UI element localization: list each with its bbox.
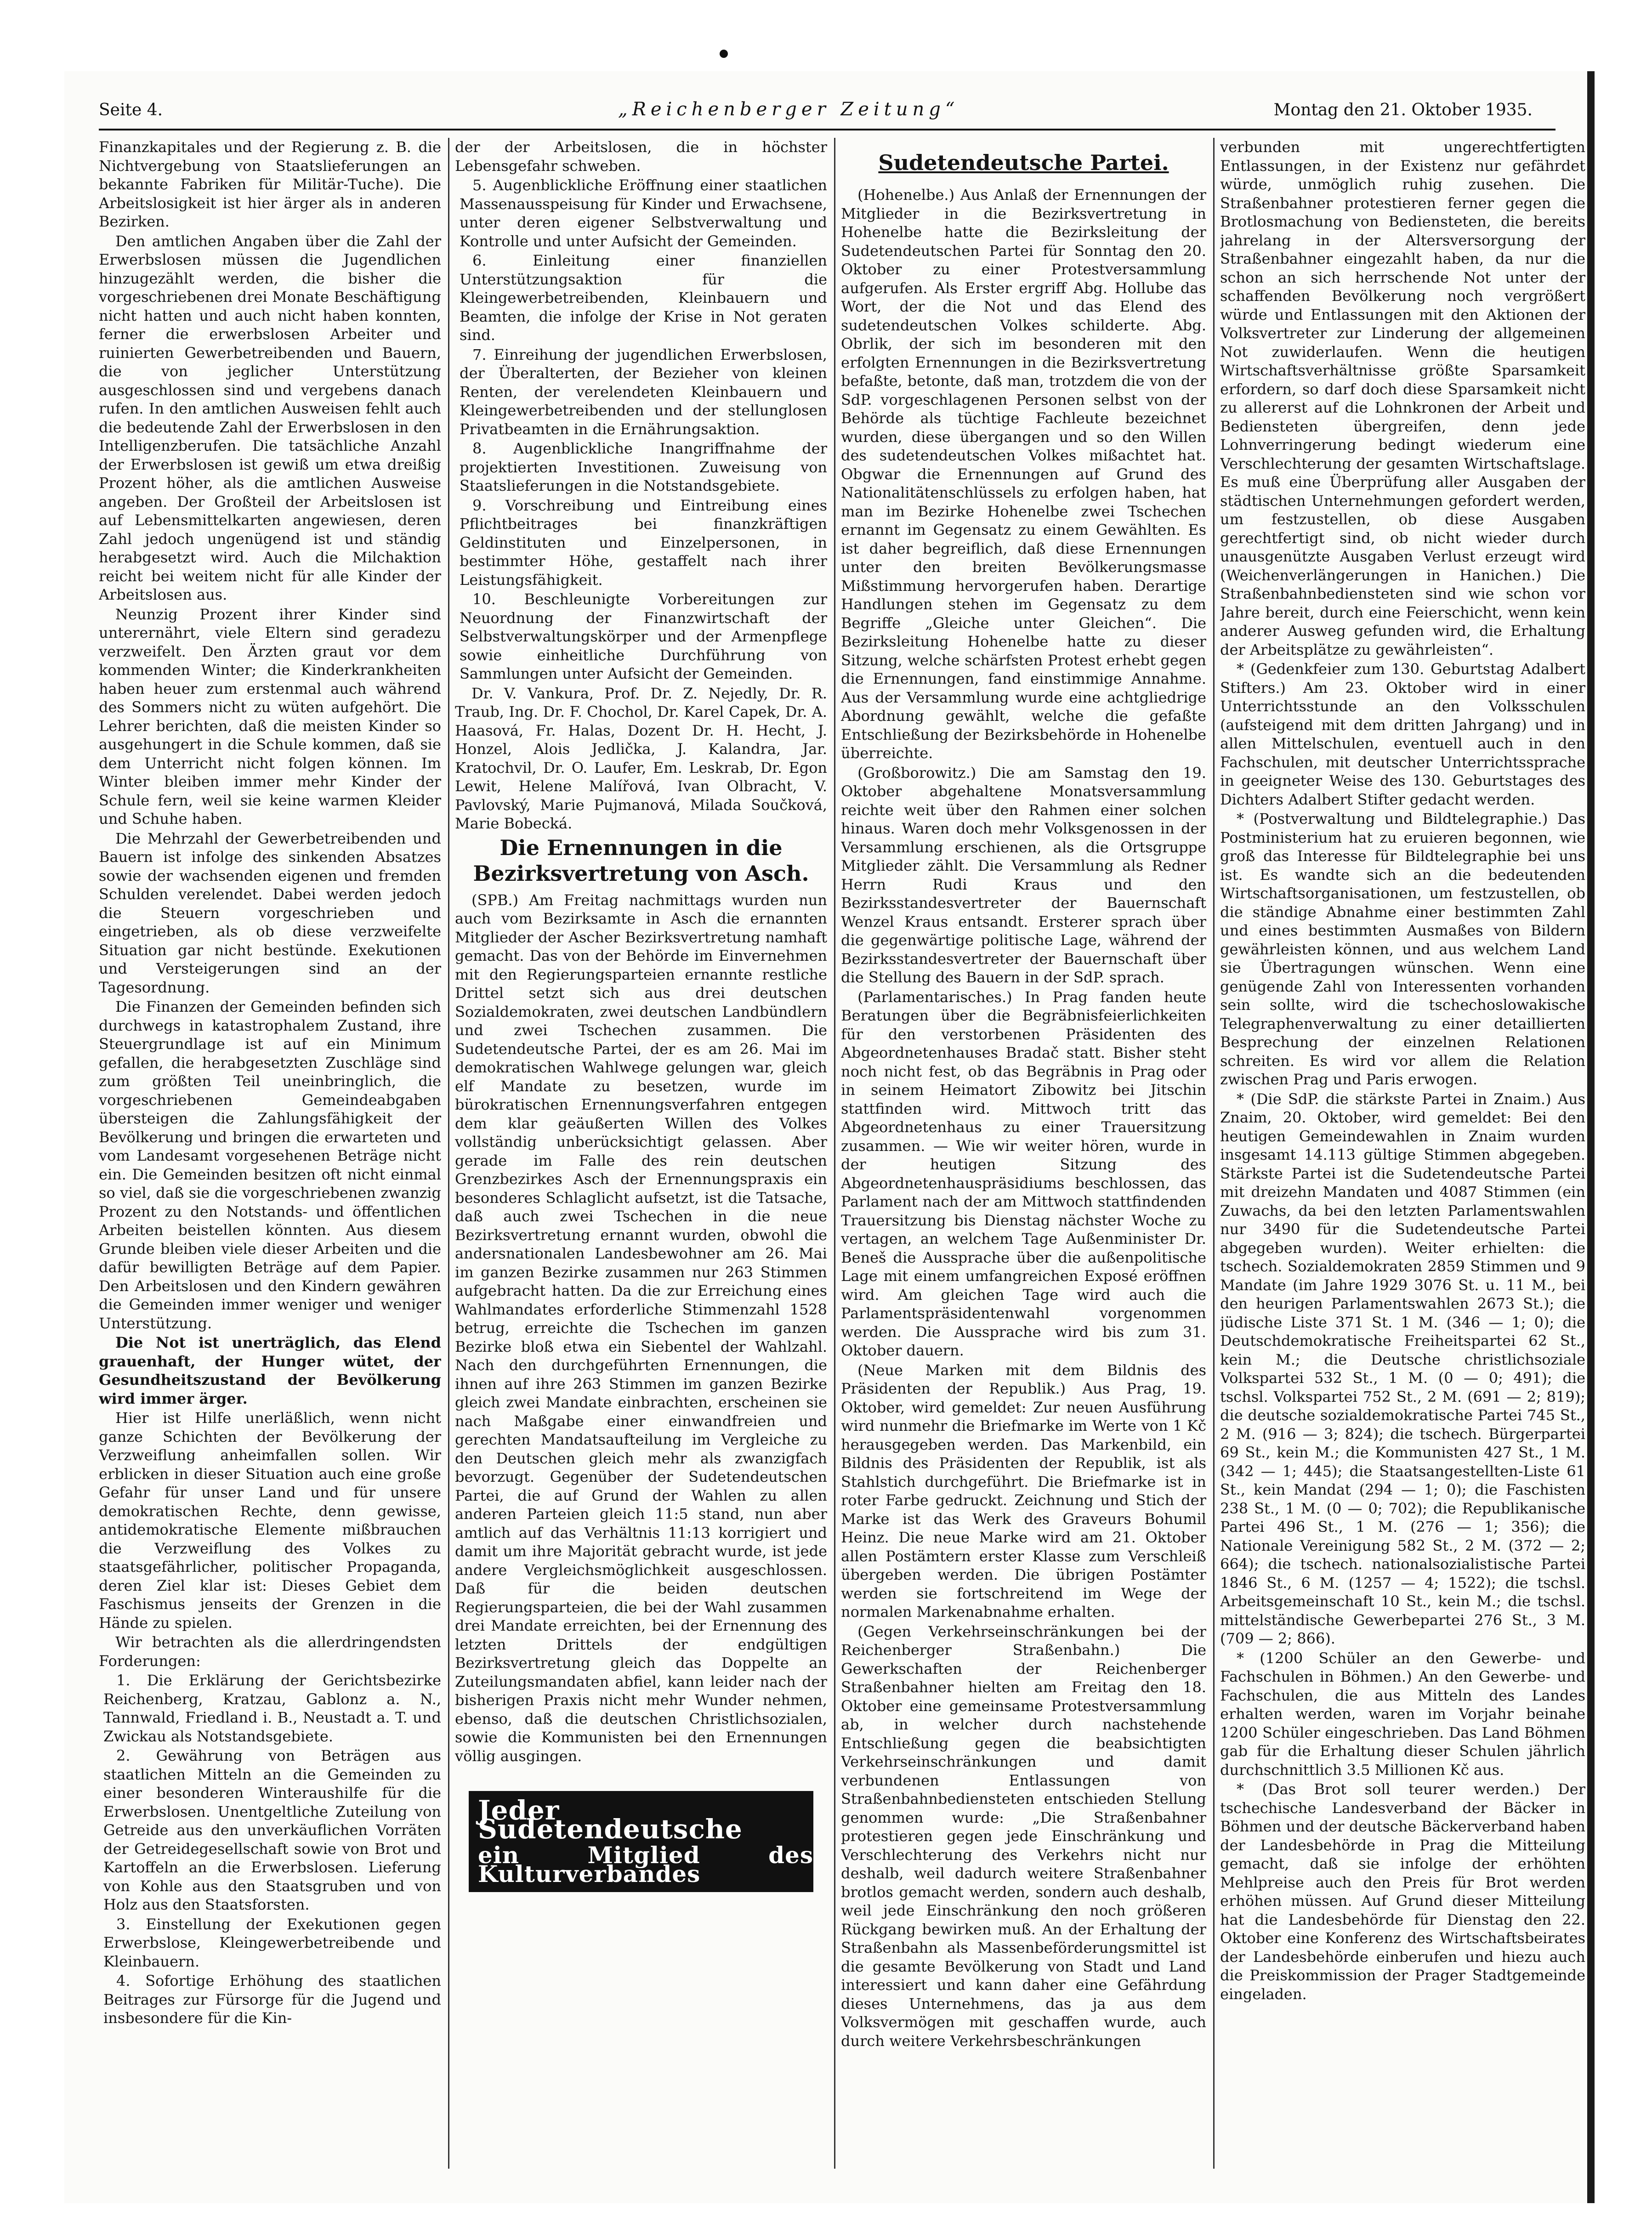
paragraph: (SPB.) Am Freitag nachmittags wurden nun auch vom Bezirksamte in Asch die ernannten Mitglieder der Ascher Bezirksvertretung namhaft gemacht. Das von der Behörde im Einvernehmen mit den Regierungsparteien ernannte restliche Drittel setzt sich aus drei deutschen Sozialdemokraten, zwei deutschen Landbündlern und zwei Tschechen zusammen. Die Sudetendeutsche Partei, der es am 26. Mai im demokratischen Wahlwege gelungen war, gleich elf Mandate zu besetzen, wurde im bürokratischen Ernennungsverfahren entgegen dem klar geäußerten Willen des Volkes vollständig unberücksichtigt gelassen. Aber gerade im Falle des rein deutschen Grenzbezirkes Asch der Ernennungspraxis ein besonderes Schlaglicht aufsetzt, ist die Tatsache, daß auch zwei Tschechen in die neue Bezirksvertretung ernannt wurden, obwohl die andersnationalen Landesbewohner am 26. Mai im ganzen Bezirke zusammen nur 263 Stimmen aufgebracht hatten. Da die zur Erreichung eines Wahlmandates erforderliche Stimmenzahl 1528 betrug, erreichte die Tschechen im ganzen Bezirke bloß etwa ein Siebentel der Wahlzahl. Nach den durchgeführten Ernennungen, die ihnen auf ihre 263 Stimmen im ganzen Bezirke gleich zwei Mandate einbrachten, erscheinen sie nach Maßgabe einer einwandfreien und gerechten Mandatsaufteilung im Vergleiche zu den Deutschen gleich mehr als zwanzigfach bevorzugt. Gegenüber der Sudetendeutschen Partei, die auf Grund der Wahlen zu allen anderen Parteien gleich 11:5 stand, nun aber amtlich auf das Verhältnis 11:13 korrigiert und damit um ihre Majorität gebracht wurde, ist jede andere Vergleichsmöglichkeit ausgeschlossen. Daß für die beiden deutschen Regierungsparteien, die bei der Wahl zusammen drei Mandate erreichten, bei der Ernennung des letzten Drittels der endgültigen Bezirksvertretung gleich das Doppelte an Zuteilungsmandaten abfiel, kann leider nach der bisherigen Praxis nicht mehr Wunder nehmen, ebenso, daß die deutschen Christlichsozialen, sowie die Kommunisten bei den Ernennungen völlig ausgingen. xyxy=(455,891,827,1765)
list-item: 6. Einleitung einer finanziellen Unterstützungsaktion für die Kleingewerbetreibenden, Kleinbauern und Beamten, die infolge der Krise in Not geraten sind. xyxy=(460,252,827,344)
demands-list-continued xyxy=(455,176,827,683)
list-item: 8. Augenblickliche Inangriffnahme der projektierten Investitionen. Zuweisung von Staatslieferungen in die Notstandsgebiete. xyxy=(460,440,827,494)
paragraph-bold: Die Not ist unerträglich, das Elend grauenhaft, der Hunger wütet, der Gesundheitszustand der Bevölkerung wird immer ärger. xyxy=(99,1334,441,1407)
paragraph: (Parlamentarisches.) In Prag fanden heute Beratungen über die Begräbnisfeierlichkeiten für den verstorbenen Präsidenten des Abgeordnetenhauses Bradač statt. Bisher steht noch nicht fest, ob das Begräbnis in Prag oder in seinem Heimatort Zibowitz bei Jitschin stattfinden wird. Mittwoch tritt das Abgeordnetenhaus zu einer Trauersitzung zusammen. — Wie wir weiter hören, wurde in der heutigen Sitzung des Abgeordnetenhauspräsidiums beschlossen, das Parlament nach der am Mittwoch stattfindenden Trauersitzung bis Dienstag nächster Woche zu vertagen, an welchem Tage Außenminister Dr. Beneš die Aussprache über die außenpolitische Lage mit einem umfangreichen Exposé eröffnen wird. Am gleichen Tage wird auch die Parlamentspräsidentenwahl vorgenommen werden. Die Aussprache wird bis zum 31. Oktober dauern. xyxy=(841,988,1206,1359)
ad-line-2: ein Mitglied des Kulturverbandes xyxy=(478,1842,813,1887)
paragraph: verbunden mit ungerechtfertigten Entlassungen, in der Existenz nur gefährdet würde, unmöglich ruhig zusehen. Die Straßenbahner protestieren ferner gegen die Brotlosmachung von Bediensteten, die bereits jahrelang in der Altersversorgung der Straßenbahner eingezahlt haben, da nur die schon an sich herrschende Not unter der schaffenden Bevölkerung noch vergrößert würde und Entlassungen mit den Aktionen der Volksvertreter zur Linderung der allgemeinen Not zuwiderlaufen. Wenn die heutigen Wirtschaftsverhältnisse größte Sparsamkeit erfordern, so darf doch diese Sparsamkeit nicht zu allererst auf die Lohnkronen der Arbeit und Bediensteten übergreifen, denn jede Lohnverringerung bedingt wiederum eine Verschlechterung der gesamten Wirtschaftslage. Es muß eine Überprüfung aller Ausgaben der städtischen Unternehmungen gefordert werden, um festzustellen, ob diese Ausgaben gerechtfertigt sind, ob nicht wieder durch unausgenützte Ausgaben Verlust erzeugt wird (Weichenverlängerungen in Hanichen.) Die Straßenbahnbediensteten sind wie schon vor Jahre bereit, durch eine Feierschicht, wenn kein anderer Ausweg gefunden wird, die Erhaltung der Arbeitsplätze zu gewährleisten“. xyxy=(1220,138,1585,658)
column-4 xyxy=(1220,138,1585,2192)
article-headline: Die Ernennungen in die Bezirksvertretung von Asch. xyxy=(473,835,809,886)
demands-intro: Wir betrachten als die allerdringendsten Forderungen: xyxy=(99,1633,441,1670)
advertisement xyxy=(469,1791,813,1892)
column-divider xyxy=(834,138,835,2169)
issue-date: Montag den 21. Oktober 1935. xyxy=(1273,101,1533,119)
paragraph: (Neue Marken mit dem Bildnis des Präsidenten der Republik.) Aus Prag, 19. Oktober, wird gemeldet: Zur neuen Ausführung wird nunmehr die Briefmarke im Werte von 1 Kč herausgegeben werden. Das Markenbild, ein Bildnis des Präsidenten der Republik, ist als Stahlstich durchgeführt. Die Briefmarke ist in roter Farbe gedruckt. Zeichnung und Stich der Marke ist das Werk des Graveurs Bohumil Heinz. Die neue Marke wird am 21. Oktober allen Postämtern erster Klasse zum Verschleiß übergeben werden. Die übrigen Postämter werden sie fortschreitend im Wege der normalen Markenabnahme erhalten. xyxy=(841,1361,1206,1621)
paragraph: (Großborowitz.) Die am Samstag den 19. Oktober abgehaltene Monatsversammlung reichte weit über den Rahmen einer solchen hinaus. Waren doch mehr Volksgenossen in der Versammlung erschienen, als die Ortsgruppe Mitglieder zählt. Die Versammlung als Redner Herrn Rudi Kraus und den Bezirksstandesvertreter der Bauernschaft Wenzel Kraus entsandt. Ersterer sprach über die gegenwärtige politische Lage, während der Bezirksstandesvertreter der Bauernschaft über die Stellung des Bauern in der SdP. sprach. xyxy=(841,764,1206,986)
paragraph: Die Finanzen der Gemeinden befinden sich durchwegs in katastrophalem Zustand, ihre Steuergrundlage ist auf ein Minimum gefallen, die herabgesetzten Zuschläge sind zum größten Teil uneinbringlich, die vorgeschriebenen Gemeindeabgaben übersteigen die Zahlungsfähigkeit der Bevölkerung und bringen die erwarteten und vom Landesamt vorgesehenen Beträge nicht ein. Die Gemeinden besitzen oft nicht einmal so viel, daß sie die vorgeschriebenen zwanzig Prozent zu den Notstands- und öffentlichen Arbeiten beistellen könnten. Aus diesem Grunde bleiben viele dieser Arbeiten und die dafür bewilligten Beträge auf dem Papier. Den Arbeitslosen und den Kindern gewähren die Gemeinden immer weniger und weniger Unterstützung. xyxy=(99,998,441,1332)
paragraph: * (Gedenkfeier zum 130. Geburtstag Adalbert Stifters.) Am 23. Oktober wird in einer Unterrichtsstunde an den Volksschulen (aufsteigend mit dem dritten Jahrgang) und in allen Mittelschulen, eventuell auch in den Fachschulen, mit deutscher Unterrichtssprache in geeigneter Weise des 130. Geburtstages des Dichters Adalbert Stifter gedacht werden. xyxy=(1220,660,1585,808)
list-item: 5. Augenblickliche Eröffnung einer staatlichen Massenausspeisung für Kinder und Erwachsene, unter deren eigener Selbstverwaltung und Kontrolle und unter Aufsicht der Gemeinden. xyxy=(460,176,827,250)
list-item: 9. Vorschreibung und Eintreibung eines Pflichtbeitrages bei finanzkräftigen Geldinstituten und Einzelpersonen, in bestimmter Höhe, gestaffelt nach ihrer Leistungsfähigkeit. xyxy=(460,496,827,589)
header-rule xyxy=(99,129,1555,130)
ad-line-1: Jeder Sudetendeutsche xyxy=(478,1795,743,1845)
signatories: Dr. V. Vankura, Prof. Dr. Z. Nejedly, Dr. R. Traub, Ing. Dr. F. Chochol, Dr. Karel Capek, Dr. A. Haasová, Fr. Halas, Dozent Dr. H. Hecht, J. Honzel, Alois Jedlička, J. Kalandra, Jar. Kratochvil, Dr. O. Laufer, Em. Leskrab, Dr. Egon Lewit, Helene Malířová, Ivan Olbracht, V. Pavlovský, Marie Pujmanová, Milada Součková, Marie Bobecká. xyxy=(455,684,827,832)
page-header xyxy=(99,99,1533,126)
section-title: Sudetendeutsche Partei. xyxy=(878,150,1169,175)
demands-list xyxy=(99,1671,441,2028)
paragraph: (Hohenelbe.) Aus Anlaß der Ernennungen der Mitglieder in die Bezirksvertretung in Hohenelbe hatte die Bezirksleitung der Sudetendeutschen Partei für Sonntag den 20. Oktober zu einer Protestversammlung aufgerufen. Als Erster ergriff Abg. Hollube das Wort, der die Not und das Elend des sudetendeutschen Volkes schilderte. Abg. Obrlik, der sich im besonderen mit den erfolgten Ernennungen in die Bezirksvertretung befaßte, betonte, daß man, trotzdem die von der SdP. vorgeschlagenen Personen selbst von der Behörde als tüchtige Fachleute bezeichnet wurden, diese übergangen und so den Willen des sudetendeutschen Volkes mißachtet hat. Obgwar die Ernennungen auf Grund des Nationalitätenschlüssels zu erfolgen haben, hat man im Bezirke Hohenelbe zwei Tschechen ernannt im Gegensatz zu einem Gewählten. Es ist daher begreiflich, daß diese Ernennungen unter den breiten Bevölkerungsmasse Mißstimmung hervorgerufen haben. Derartige Handlungen stehen im Gegensatz zu dem Begriffe „Gleiche unter Gleichen“. Die Bezirksleitung Hohenelbe hatte zu dieser Sitzung, welche schärfsten Protest erhebt gegen die Ernennungen, fand einstimmige Annahme. Aus der Versammlung wurde eine achtgliedrige Abordnung gewählt, welche die gefaßte Entschließung der Bezirksbehörde in Hohenelbe überreichte. xyxy=(841,186,1206,762)
paragraph: * (Das Brot soll teurer werden.) Der tschechische Landesverband der Bäcker in Böhmen und der deutsche Bäckerverband haben der Landesbehörde in Prag die Mitteilung gemacht, daß sie infolge der erhöhten Mehlpreise auch den Preis für Brot werden erhöhen müssen. Auf Grund dieser Mitteilung hat die Landesbehörde für Dienstag den 22. Oktober eine Konferenz des Wirtschaftsbeirates der Landesbehörde einberufen und hiezu auch die Preiskommission der Prager Stadtgemeinde eingeladen. xyxy=(1220,1780,1585,2003)
list-item: 10. Beschleunigte Vorbereitungen zur Neuordnung der Finanzwirtschaft der Selbstverwaltungskörper und der Armenpflege sowie einheitliche Durchführung von Sammlungen unter Aufsicht der Gemeinden. xyxy=(460,590,827,682)
paragraph: (Gegen Verkehrseinschränkungen bei der Reichenberger Straßenbahn.) Die Gewerkschaften der Reichenberger Straßenbahner hielten am Freitag den 18. Oktober eine gemeinsame Protestversammlung ab, in welcher durch nachstehende Entschließung gegen die beabsichtigten Verkehrseinschränkungen und damit verbundenen Entlassungen von Straßenbahnbediensteten entschieden Stellung genommen wurde: „Die Straßenbahner protestieren gegen jede Einschränkung und Verschlechterung des Verkehrs nicht nur deshalb, weil dadurch weitere Straßenbahner brotlos gemacht werden, sondern auch deshalb, weil jede Einschränkung den noch größeren Rückgang bewirken muß. An der Erhaltung der Straßenbahn als Massenbeförderungsmittel ist die gesamte Bevölkerung von Stadt und Land interessiert und kann daher eine Gefährdung dieses Unternehmens, das ja aus dem Volksvermögen mit geschaffen wurde, auch durch weitere Verkehrsbeschränkungen xyxy=(841,1622,1206,2050)
list-item: 7. Einreihung der jugendlichen Erwerbslosen, der Überalterten, der Bezieher von kleinen Renten, der verelendeten Kleinbauern und Kleingewerbetreibenden und der stellunglosen Privatbeamten in die Ernährungsaktion. xyxy=(460,346,827,438)
list-item: 2. Gewährung von Beträgen aus staatlichen Mitteln an die Gemeinden zu einer besonderen Winteraushilfe für die Erwerbslosen. Unentgeltliche Zuteilung von Getreide aus den unverkäuflichen Vorräten der Getreidegesellschaft sowie von Brot und Kartoffeln an die Erwerbslosen. Lieferung von Kohle aus den Staatsgruben und von Holz aus den Staatsforsten. xyxy=(103,1747,441,1913)
column-divider xyxy=(1213,138,1215,2169)
paragraph: der der Arbeitslosen, die in höchster Lebensgefahr schweben. xyxy=(455,138,827,175)
paragraph: Den amtlichen Angaben über die Zahl der Erwerbslosen müssen die Jugendlichen hinzugezählt werden, die bisher die vorgeschriebenen drei Monate Beschäftigung nicht hatten und auch nicht haben konnten, ferner die erwerbslosen Arbeiter und ruinierten Gewerbetreibenden und Bauern, die von jeglicher Unterstützung ausgeschlossen sind und vergebens danach rufen. In den amtlichen Ausweisen fehlt auch die bedeutende Zahl der Erwerbslosen in den Intelligenzberufen. Die tatsächliche Anzahl der Erwerbslosen ist gewiß um etwa dreißig Prozent höher, als die amtlichen Ausweise angeben. Der Großteil der Arbeitslosen ist auf Lebensmittelkarten angewiesen, deren Zahl jedoch ungenügend ist und ständig herabgesetzt wird. Auch die Milchaktion reicht bei weitem nicht für alle Kinder der Arbeitslosen aus. xyxy=(99,232,441,603)
paragraph: * (Die SdP. die stärkste Partei in Znaim.) Aus Znaim, 20. Oktober, wird gemeldet: Bei den heutigen Gemeindewahlen in Znaim wurden insgesamt 14.113 gültige Stimmen abgegeben. Stärkste Partei ist die Sudetendeutsche Partei mit dreizehn Mandaten und 4087 Stimmen (ein Zuwachs, da bei den letzten Parlamentswahlen nur 3490 für die Sudetendeutsche Partei abgegeben wurden). Weiter erhielten: die tschech. Sozialdemokraten 2859 Stimmen und 9 Mandate (im Jahre 1929 3076 St. u. 11 M., bei den heurigen Parlamentswahlen 2673 St.); die jüdische Liste 371 St. 1 M. (346 — 1; 0); die Deutschdemokratische Freiheitspartei 62 St., kein M.; die Deutsche christlichsoziale Volkspartei 532 St., 1 M. (0 — 0; 491); die tschsl. Volkspartei 752 St., 2 M. (691 — 2; 819); die deutsche sozialdemokratische Partei 745 St., 2 M. (916 — 3; 824); die tschech. Bürgerpartei 69 St., kein M.; die Kommunisten 427 St., 1 M. (342 — 1; 445); die Staatsangestellten-Liste 61 St., kein Mandat (294 — 1; 0); die Faschisten 238 St., 1 M. (0 — 0; 702); die Republikanische Partei 496 St., 1 M. (276 — 1; 356); die Nationale Vereinigung 582 St., 2 M. (372 — 2; 664); die tschech. nationalsozialistische Partei 1846 St., 6 M. (1257 — 4; 1522); die tschsl. Arbeitsgemeinschaft 10 St., kein M.; die tschsl. mittelständische Gewerbepartei 276 St., 3 M. (709 — 2; 866). xyxy=(1220,1090,1585,1647)
column-2 xyxy=(455,138,827,2192)
paragraph: * (1200 Schüler an den Gewerbe- und Fachschulen in Böhmen.) An den Gewerbe- und Fachschulen, die aus Mitteln des Landes erhalten werden, waren im Vorjahr beinahe 1200 Schüler eingeschrieben. Das Land Böhmen gab für die Erhaltung dieser Schulen jährlich durchschnittlich 3.5 Millionen Kč aus. xyxy=(1220,1649,1585,1779)
newspaper-title: „Reichenberger Zeitung“ xyxy=(618,99,959,120)
paragraph: Hier ist Hilfe unerläßlich, wenn nicht ganze Schichten der Bevölkerung der Verzweiflung anheimfallen sollen. Wir erblicken in dieser Situation auch eine große Gefahr für unser Land und für unsere demokratischen Rechte, denn gewisse, antidemokratische Elemente mißbrauchen die Verzweiflung des Volkes zu staatsgefährlicher, politischer Propaganda, deren Ziel klar ist: Dieses Gebiet dem Faschismus jenseits der Grenzen in die Hände zu spielen. xyxy=(99,1409,441,1632)
column-divider xyxy=(448,138,449,2169)
list-item: 3. Einstellung der Exekutionen gegen Erwerbslose, Kleingewerbetreibende und Kleinbauern. xyxy=(103,1915,441,1970)
page-number: Seite 4. xyxy=(99,101,163,119)
paragraph: Neunzig Prozent ihrer Kinder sind unterernährt, viele Eltern sind geradezu verzweifelt. Den Ärzten graut vor dem kommenden Winter; die Kinderkrankheiten haben heuer zum erstenmal auch während des Sommers nicht zu wüten aufgehört. Die Lehrer berichten, daß die meisten Kinder so ausgehungert in die Schule kommen, daß sie dem Unterricht nicht folgen können. Im Winter bleiben immer mehr Kinder der Schule fern, weil sie keine warmen Kleider und Schuhe haben. xyxy=(99,605,441,827)
paragraph: Finanzkapitales und der Regierung z. B. die Nichtvergebung von Staatslieferungen an bekannte Fabriken für Militär-Tuche). Die Arbeitslosigkeit ist hier ärger als in anderen Bezirken. xyxy=(99,138,441,230)
punch-hole xyxy=(720,50,728,58)
paragraph: Die Mehrzahl der Gewerbetreibenden und Bauern ist infolge des sinkenden Absatzes sowie der wachsenden eigenen und fremden Schulden verelendet. Dabei werden jedoch die Steuern vorgeschrieben und eingetrieben, als ob diese verzweifelte Situation gar nicht bestünde. Exekutionen und Versteigerungen sind an der Tagesordnung. xyxy=(99,829,441,996)
column-1 xyxy=(99,138,441,2192)
paragraph: * (Postverwaltung und Bildtelegraphie.) Das Postministerium hat zu eruieren begonnen, wie groß das Interesse für Bildtelegraphie bei uns ist. Es wandte sich an die bedeutenden Wirtschaftsorganisationen, um festzustellen, ob die ständige Abnahme einer bestimmten Zahl und eines bestimmten Ausmaßes von Bildern gewährleisten können, und aus welchem Land sie Übertragungen wünschen. Wenn eine genügende Zahl von Interessenten vorhanden sein sollte, wird die tschechoslowakische Telegraphenverwaltung zu einer detaillierten Besprechung der einzelnen Relationen schreiten. Es wird vor allem die Relation zwischen Prag und Paris erwogen. xyxy=(1220,810,1585,1088)
list-item: 4. Sofortige Erhöhung des staatlichen Beitrages zur Fürsorge für die Jugend und insbesondere für die Kin- xyxy=(103,1972,441,2027)
list-item: 1. Die Erklärung der Gerichtsbezirke Reichenberg, Kratzau, Gablonz a. N., Tannwald, Friedland i. B., Neustadt a. T. und Zwickau als Notstandsgebiete. xyxy=(103,1672,441,1745)
column-3 xyxy=(841,138,1206,2192)
